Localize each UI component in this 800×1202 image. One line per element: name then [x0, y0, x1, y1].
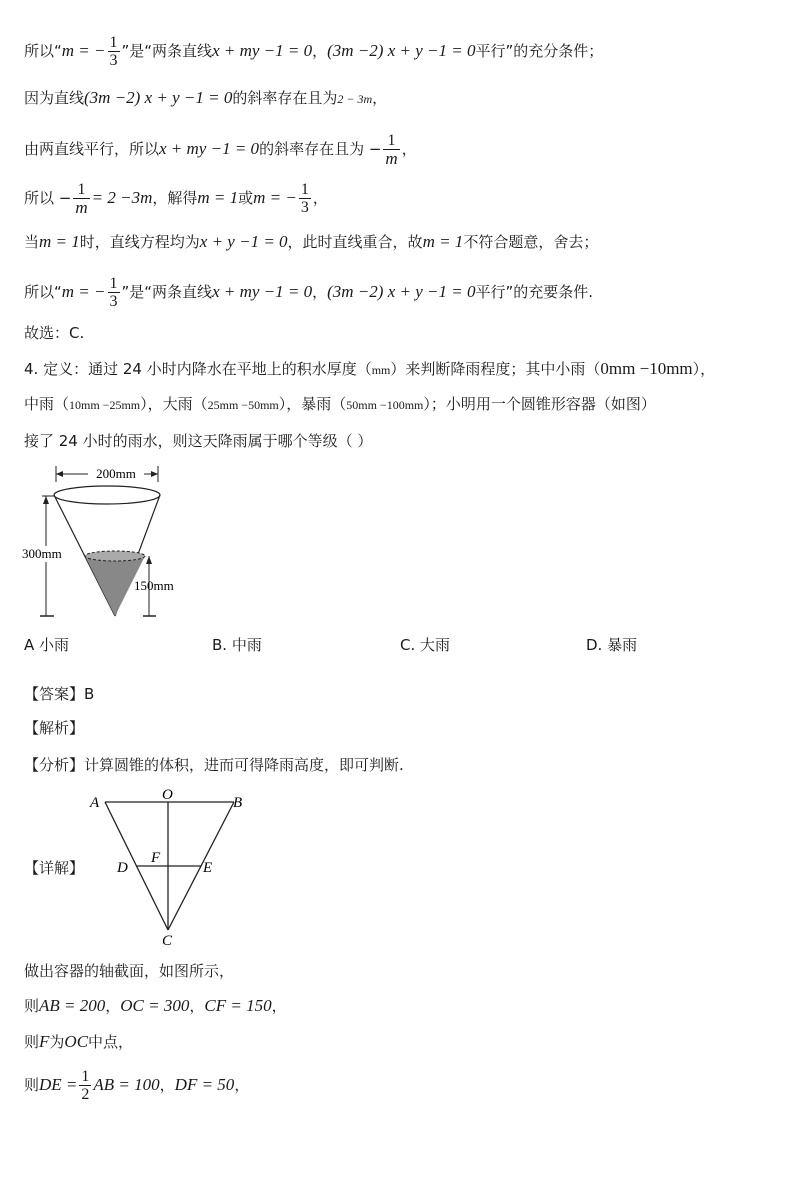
question-4-line-2: 中雨（10mm −25mm），大雨（25mm −50mm），暴雨（50mm −100mm）；小明用一个圆锥形容器（如图） — [24, 395, 656, 413]
math: x + my −1 = 0 — [212, 41, 313, 60]
solution-line-3 — [24, 132, 417, 167]
math: 2 − 3m — [337, 92, 373, 106]
math: (3m −2) x + y −1 = 0 — [84, 88, 233, 107]
text: ”是“两条直线 — [121, 283, 213, 301]
text: 当 — [24, 233, 40, 251]
text: ， — [312, 42, 328, 60]
text: 平行”的充分条件； — [475, 42, 604, 60]
solution-line-1 — [24, 34, 603, 69]
question-4-line-1: 4. 定义：通过 24 小时内降水在平地上的积水厚度（mm）来判断降雨程度；其中小雨（0mm −10mm）， — [24, 359, 716, 378]
text: 所以“ — [24, 283, 62, 301]
solution-step-4: 则DE = $\frac{1}{2}$ AB = 100，DF = 50， — [24, 1068, 250, 1103]
cone-rim — [54, 486, 160, 504]
text: 的斜率存在且为 — [232, 89, 338, 107]
point-e-label: E — [203, 860, 213, 876]
solution-line-5 — [24, 231, 598, 253]
option-a[interactable]: A 小雨 — [24, 636, 70, 654]
math: x + my −1 = 0 — [159, 139, 260, 158]
point-a-label: A — [90, 795, 100, 811]
text: ，此时直线重合，故 — [287, 233, 423, 251]
point-f-label: F — [151, 850, 161, 866]
solution-step-3: 则F为OC中点， — [24, 1032, 134, 1051]
text: 平行”的充要条件. — [475, 283, 593, 301]
math: (3m −2) x + y −1 = 0 — [327, 41, 476, 60]
math: m = − — [61, 41, 106, 60]
solution-line-6 — [24, 275, 593, 310]
text: 时，直线方程均为 — [79, 233, 200, 251]
option-b[interactable]: B. 中雨 — [212, 636, 262, 654]
fraction: $\frac{1}{3}$ — [109, 275, 118, 310]
math: m = − — [61, 282, 106, 301]
text: ”是“两条直线 — [121, 42, 213, 60]
text: 因为直线 — [24, 89, 85, 107]
text: 所以 − — [24, 189, 72, 207]
choice-conclusion: 故选：C. — [24, 324, 85, 342]
analysis-heading: 【解析】 — [24, 719, 85, 737]
point-o-label: O — [162, 787, 173, 803]
math: x + my −1 = 0 — [212, 282, 313, 301]
math: (3m −2) x + y −1 = 0 — [327, 282, 476, 301]
math: m = 1 — [197, 188, 239, 207]
math: x + y −1 = 0 — [199, 232, 288, 251]
point-d-label: D — [117, 860, 128, 876]
text: 不符合题意，舍去； — [463, 233, 599, 251]
option-c[interactable]: C. 大雨 — [400, 636, 451, 654]
math: m = − — [253, 188, 297, 207]
water-height-label: 150mm — [134, 578, 174, 593]
text: 或 — [238, 189, 254, 207]
text: 的斜率存在且为 − — [259, 140, 382, 158]
question-4-line-3: 接了 24 小时的雨水，则这天降雨属于哪个等级（ ） — [24, 432, 373, 450]
fraction: $\frac{1}{m}$ — [75, 181, 88, 217]
point-b-label: B — [233, 795, 243, 811]
height-label: 300mm — [22, 546, 62, 561]
cone-container-figure — [18, 458, 218, 628]
text: ， — [312, 283, 328, 301]
point-c-label: C — [162, 933, 173, 947]
width-label: 200mm — [96, 466, 136, 481]
solution-step-2: 则AB = 200，OC = 300，CF = 150， — [24, 996, 287, 1015]
detail-label: 【详解】 — [24, 859, 85, 877]
text: ， — [312, 189, 328, 207]
math: m = 1 — [422, 232, 464, 251]
option-d[interactable]: D. 暴雨 — [586, 636, 638, 654]
text: ， — [401, 140, 417, 158]
text: ， — [372, 89, 388, 107]
text: 所以“ — [24, 42, 62, 60]
fraction: $\frac{1}{3}$ — [300, 181, 309, 216]
fraction: $\frac{1}{2}$ — [81, 1068, 90, 1103]
analysis-text: 【分析】计算圆锥的体积，进而可得降雨高度，即可判断. — [24, 756, 404, 774]
solution-step-1: 做出容器的轴截面，如图所示， — [24, 962, 235, 980]
math: m = 1 — [39, 232, 80, 251]
answer: 【答案】B — [24, 685, 95, 703]
math: = 2 −3m — [91, 188, 153, 207]
fraction: $\frac{1}{m}$ — [385, 132, 398, 168]
axial-section-figure — [86, 782, 266, 947]
text: ，解得 — [152, 189, 198, 207]
water-surface — [85, 551, 145, 561]
fraction: $\frac{1}{3}$ — [109, 34, 118, 69]
solution-line-2 — [24, 87, 387, 110]
solution-line-4 — [24, 181, 328, 216]
text: 由两直线平行，所以 — [24, 140, 160, 158]
